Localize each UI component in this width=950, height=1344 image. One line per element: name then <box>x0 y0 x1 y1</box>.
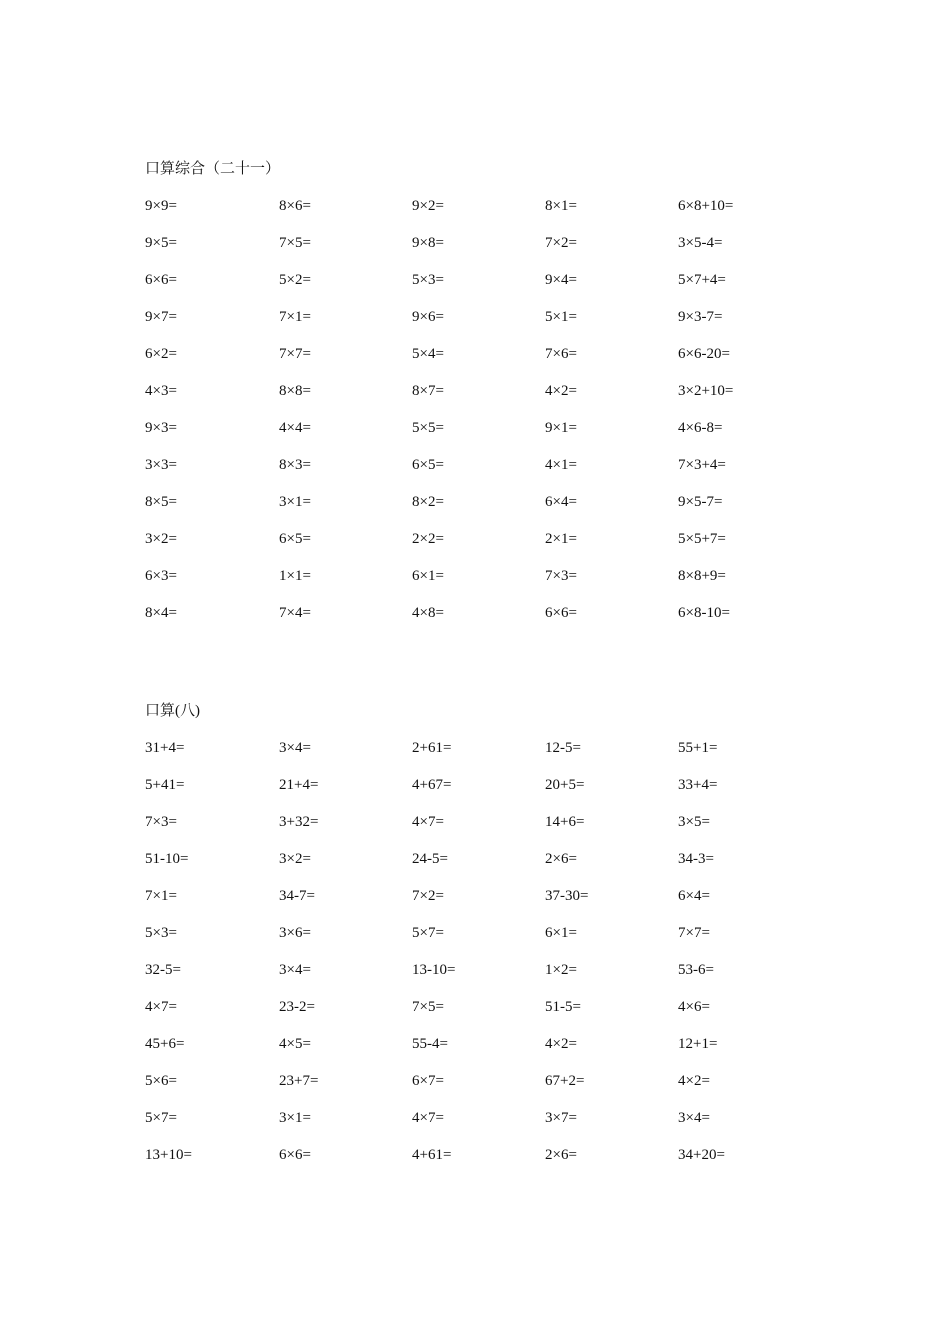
problem-item: 12-5= <box>545 740 581 756</box>
problem-item: 67+2= <box>545 1073 585 1089</box>
problem-item: 5×5= <box>412 420 444 436</box>
problem-item: 6×6-20= <box>678 346 730 362</box>
problem-item: 2×6= <box>545 851 577 867</box>
problem-item: 20+5= <box>545 777 585 793</box>
problem-item: 23+7= <box>279 1073 319 1089</box>
problem-item: 8×1= <box>545 198 577 214</box>
problem-item: 3×1= <box>279 494 311 510</box>
problem-item: 7×2= <box>412 888 444 904</box>
problem-item: 7×7= <box>279 346 311 362</box>
problem-item: 5×1= <box>545 309 577 325</box>
problem-item: 9×3-7= <box>678 309 723 325</box>
problem-item: 4×4= <box>279 420 311 436</box>
problem-item: 2×2= <box>412 531 444 547</box>
problem-item: 51-10= <box>145 851 189 867</box>
problem-item: 8×4= <box>145 605 177 621</box>
problem-item: 3×2+10= <box>678 383 734 399</box>
problem-item: 4×2= <box>545 383 577 399</box>
problem-item: 7×7= <box>678 925 710 941</box>
problem-item: 55-4= <box>412 1036 448 1052</box>
problem-item: 4×3= <box>145 383 177 399</box>
problem-item: 2×1= <box>545 531 577 547</box>
problem-item: 51-5= <box>545 999 581 1015</box>
worksheet-section-1 <box>145 158 845 639</box>
problem-item: 6×1= <box>545 925 577 941</box>
problem-item: 5×2= <box>279 272 311 288</box>
problem-item: 3+32= <box>279 814 319 830</box>
problem-item: 3×2= <box>279 851 311 867</box>
problem-item: 4×6-8= <box>678 420 723 436</box>
problem-item: 3×7= <box>545 1110 577 1126</box>
problem-item: 3×1= <box>279 1110 311 1126</box>
problem-item: 5×4= <box>412 346 444 362</box>
problem-item: 5×3= <box>412 272 444 288</box>
problem-item: 5×6= <box>145 1073 177 1089</box>
problem-item: 7×1= <box>279 309 311 325</box>
problem-item: 34-3= <box>678 851 714 867</box>
problem-item: 8×5= <box>145 494 177 510</box>
problem-item: 9×5-7= <box>678 494 723 510</box>
problem-grid <box>145 737 845 1181</box>
problem-item: 4+61= <box>412 1147 452 1163</box>
problem-item: 5×7= <box>145 1110 177 1126</box>
problem-item: 8×3= <box>279 457 311 473</box>
problem-item: 4×7= <box>412 814 444 830</box>
problem-item: 6×2= <box>145 346 177 362</box>
problem-item: 4×2= <box>545 1036 577 1052</box>
worksheet-section-2 <box>145 700 845 1181</box>
problem-item: 4×6= <box>678 999 710 1015</box>
problem-item: 9×2= <box>412 198 444 214</box>
problem-item: 4×8= <box>412 605 444 621</box>
problem-item: 45+6= <box>145 1036 185 1052</box>
problem-item: 6×3= <box>145 568 177 584</box>
problem-item: 5×7= <box>412 925 444 941</box>
problem-item: 7×5= <box>279 235 311 251</box>
problem-item: 7×5= <box>412 999 444 1015</box>
problem-item: 3×5= <box>678 814 710 830</box>
problem-item: 7×2= <box>545 235 577 251</box>
problem-item: 6×5= <box>412 457 444 473</box>
section-title: 口算(八) <box>145 703 200 719</box>
problem-item: 4×7= <box>412 1110 444 1126</box>
problem-item: 21+4= <box>279 777 319 793</box>
problem-item: 7×6= <box>545 346 577 362</box>
problem-item: 4×5= <box>279 1036 311 1052</box>
problem-item: 6×8+10= <box>678 198 734 214</box>
problem-item: 34+20= <box>678 1147 725 1163</box>
problem-item: 37-30= <box>545 888 589 904</box>
problem-item: 3×3= <box>145 457 177 473</box>
problem-item: 3×6= <box>279 925 311 941</box>
problem-item: 55+1= <box>678 740 718 756</box>
problem-item: 6×6= <box>145 272 177 288</box>
problem-item: 5×7+4= <box>678 272 726 288</box>
problem-item: 7×3= <box>545 568 577 584</box>
problem-item: 6×4= <box>678 888 710 904</box>
problem-item: 53-6= <box>678 962 714 978</box>
problem-item: 3×2= <box>145 531 177 547</box>
problem-item: 9×3= <box>145 420 177 436</box>
problem-item: 32-5= <box>145 962 181 978</box>
problem-item: 6×4= <box>545 494 577 510</box>
problem-item: 9×6= <box>412 309 444 325</box>
problem-item: 2×6= <box>545 1147 577 1163</box>
problem-item: 6×6= <box>545 605 577 621</box>
problem-item: 4×7= <box>145 999 177 1015</box>
problem-item: 8×7= <box>412 383 444 399</box>
problem-item: 9×8= <box>412 235 444 251</box>
problem-item: 6×8-10= <box>678 605 730 621</box>
problem-item: 9×7= <box>145 309 177 325</box>
problem-item: 3×4= <box>279 962 311 978</box>
problem-item: 7×1= <box>145 888 177 904</box>
problem-item: 24-5= <box>412 851 448 867</box>
problem-item: 5+41= <box>145 777 185 793</box>
problem-item: 33+4= <box>678 777 718 793</box>
problem-item: 7×3= <box>145 814 177 830</box>
section-title: 口算综合（二十一） <box>145 161 281 177</box>
problem-item: 6×6= <box>279 1147 311 1163</box>
problem-item: 5×5+7= <box>678 531 726 547</box>
problem-item: 7×4= <box>279 605 311 621</box>
problem-item: 4+67= <box>412 777 452 793</box>
problem-item: 4×1= <box>545 457 577 473</box>
problem-item: 6×1= <box>412 568 444 584</box>
problem-item: 6×5= <box>279 531 311 547</box>
problem-item: 9×5= <box>145 235 177 251</box>
problem-item: 3×4= <box>678 1110 710 1126</box>
problem-item: 3×4= <box>279 740 311 756</box>
problem-item: 23-2= <box>279 999 315 1015</box>
problem-item: 9×9= <box>145 198 177 214</box>
problem-item: 12+1= <box>678 1036 718 1052</box>
problem-item: 14+6= <box>545 814 585 830</box>
problem-item: 34-7= <box>279 888 315 904</box>
problem-item: 6×7= <box>412 1073 444 1089</box>
problem-grid <box>145 195 845 639</box>
problem-item: 2+61= <box>412 740 452 756</box>
problem-item: 13-10= <box>412 962 456 978</box>
problem-item: 1×1= <box>279 568 311 584</box>
problem-item: 8×2= <box>412 494 444 510</box>
problem-item: 13+10= <box>145 1147 192 1163</box>
problem-item: 3×5-4= <box>678 235 723 251</box>
problem-item: 9×1= <box>545 420 577 436</box>
problem-item: 8×6= <box>279 198 311 214</box>
problem-item: 7×3+4= <box>678 457 726 473</box>
problem-item: 4×2= <box>678 1073 710 1089</box>
problem-item: 5×3= <box>145 925 177 941</box>
problem-item: 8×8= <box>279 383 311 399</box>
problem-item: 1×2= <box>545 962 577 978</box>
problem-item: 9×4= <box>545 272 577 288</box>
problem-item: 8×8+9= <box>678 568 726 584</box>
problem-item: 31+4= <box>145 740 185 756</box>
